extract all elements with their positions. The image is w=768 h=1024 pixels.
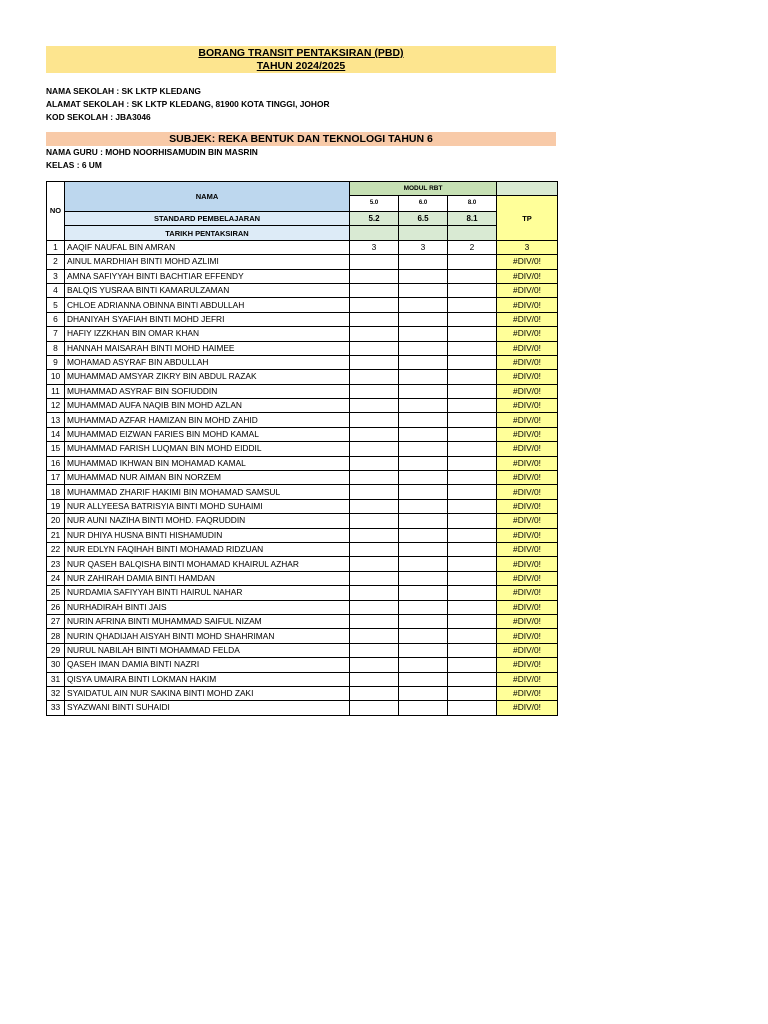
standard-2: 6.5	[399, 212, 448, 226]
tp-value: #DIV/0!	[497, 283, 558, 297]
score-5-2[interactable]	[350, 312, 399, 326]
tp-value: #DIV/0!	[497, 341, 558, 355]
tp-value: #DIV/0!	[497, 255, 558, 269]
score-6-5[interactable]: 3	[399, 240, 448, 254]
student-no: 2	[47, 255, 65, 269]
table-row	[47, 355, 558, 369]
modul-sub-2: 6.0	[399, 196, 448, 212]
student-no: 31	[47, 672, 65, 686]
student-name: QASEH IMAN DAMIA BINTI NAZRI	[65, 658, 350, 672]
tp-value: #DIV/0!	[497, 557, 558, 571]
score-8-1[interactable]	[448, 658, 497, 672]
table-row	[47, 399, 558, 413]
student-name: BALQIS YUSRAA BINTI KAMARULZAMAN	[65, 283, 350, 297]
student-name: MUHAMMAD ASYRAF BIN SOFIUDDIN	[65, 384, 350, 398]
tp-value: #DIV/0!	[497, 427, 558, 441]
tp-value: #DIV/0!	[497, 370, 558, 384]
student-no: 24	[47, 571, 65, 585]
header-modul: MODUL RBT	[350, 182, 497, 196]
student-no: 29	[47, 643, 65, 657]
student-no: 9	[47, 355, 65, 369]
score-8-1[interactable]	[448, 629, 497, 643]
form-title: BORANG TRANSIT PENTAKSIRAN (PBD)	[198, 47, 404, 59]
score-8-1[interactable]	[448, 485, 497, 499]
score-5-2[interactable]: 3	[350, 240, 399, 254]
student-name: MUHAMMAD AMSYAR ZIKRY BIN ABDUL RAZAK	[65, 370, 350, 384]
tarikh-1[interactable]	[350, 226, 399, 240]
tp-value: #DIV/0!	[497, 298, 558, 312]
tp-value: #DIV/0!	[497, 312, 558, 326]
student-name: HAFIY IZZKHAN BIN OMAR KHAN	[65, 327, 350, 341]
score-6-5[interactable]	[399, 384, 448, 398]
table-row	[47, 499, 558, 513]
table-row	[47, 485, 558, 499]
student-name: AINUL MARDHIAH BINTI MOHD AZLIMI	[65, 255, 350, 269]
form-year: TAHUN 2024/2025	[256, 59, 346, 72]
score-8-1[interactable]	[448, 499, 497, 513]
score-8-1[interactable]	[448, 514, 497, 528]
score-6-5[interactable]	[399, 528, 448, 542]
student-name: NUR EDLYN FAQIHAH BINTI MOHAMAD RIDZUAN	[65, 542, 350, 556]
score-8-1[interactable]	[448, 355, 497, 369]
score-8-1[interactable]	[448, 327, 497, 341]
score-8-1[interactable]	[448, 600, 497, 614]
student-name: NUR ALLYEESA BATRISYIA BINTI MOHD SUHAIMI	[65, 499, 350, 513]
score-5-2[interactable]	[350, 370, 399, 384]
table-row	[47, 600, 558, 614]
score-8-1[interactable]	[448, 298, 497, 312]
score-5-2[interactable]	[350, 643, 399, 657]
student-no: 8	[47, 341, 65, 355]
score-8-1[interactable]	[448, 686, 497, 700]
score-6-5[interactable]	[399, 658, 448, 672]
tp-value: #DIV/0!	[497, 471, 558, 485]
score-6-5[interactable]	[399, 586, 448, 600]
score-5-2[interactable]	[350, 327, 399, 341]
score-8-1[interactable]	[448, 542, 497, 556]
score-5-2[interactable]	[350, 298, 399, 312]
student-name: MUHAMMAD FARISH LUQMAN BIN MOHD EIDDIL	[65, 442, 350, 456]
score-8-1[interactable]	[448, 384, 497, 398]
student-no: 6	[47, 312, 65, 326]
score-6-5[interactable]	[399, 255, 448, 269]
student-name: DHANIYAH SYAFIAH BINTI MOHD JEFRI	[65, 312, 350, 326]
tp-value: #DIV/0!	[497, 269, 558, 283]
score-6-5[interactable]	[399, 571, 448, 585]
teacher-name: NAMA GURU : MOHD NOORHISAMUDIN BIN MASRIN	[46, 147, 258, 157]
score-8-1[interactable]	[448, 672, 497, 686]
table-row	[47, 370, 558, 384]
student-name: MUHAMMAD IKHWAN BIN MOHAMAD KAMAL	[65, 456, 350, 470]
assessment-table	[46, 181, 558, 716]
school-info	[46, 85, 556, 124]
table-row	[47, 629, 558, 643]
student-name: QISYA UMAIRA BINTI LOKMAN HAKIM	[65, 672, 350, 686]
student-name: NURHADIRAH BINTI JAIS	[65, 600, 350, 614]
table-row	[47, 672, 558, 686]
student-name: NURUL NABILAH BINTI MOHAMMAD FELDA	[65, 643, 350, 657]
student-no: 13	[47, 413, 65, 427]
table-row	[47, 413, 558, 427]
student-name: NURIN QHADIJAH AISYAH BINTI MOHD SHAHRIMAN	[65, 629, 350, 643]
header-standard: STANDARD PEMBELAJARAN	[65, 212, 350, 226]
student-no: 10	[47, 370, 65, 384]
modul-sub-3: 8.0	[448, 196, 497, 212]
score-5-2[interactable]	[350, 629, 399, 643]
score-8-1[interactable]	[448, 399, 497, 413]
score-5-2[interactable]	[350, 485, 399, 499]
table-row	[47, 384, 558, 398]
student-no: 19	[47, 499, 65, 513]
score-8-1[interactable]	[448, 269, 497, 283]
tp-value: #DIV/0!	[497, 528, 558, 542]
score-8-1[interactable]	[448, 370, 497, 384]
score-6-5[interactable]	[399, 298, 448, 312]
score-5-2[interactable]	[350, 427, 399, 441]
tp-value: #DIV/0!	[497, 571, 558, 585]
school-code: KOD SEKOLAH : JBA3046	[46, 112, 151, 122]
student-no: 33	[47, 701, 65, 715]
form-title-band	[46, 46, 556, 73]
score-6-5[interactable]	[399, 686, 448, 700]
score-5-2[interactable]	[350, 471, 399, 485]
table-row	[47, 571, 558, 585]
score-5-2[interactable]	[350, 672, 399, 686]
student-no: 1	[47, 240, 65, 254]
score-5-2[interactable]	[350, 542, 399, 556]
score-5-2[interactable]	[350, 557, 399, 571]
student-no: 14	[47, 427, 65, 441]
tarikh-2[interactable]	[399, 226, 448, 240]
score-6-5[interactable]	[399, 701, 448, 715]
score-5-2[interactable]	[350, 514, 399, 528]
standard-3: 8.1	[448, 212, 497, 226]
score-6-5[interactable]	[399, 672, 448, 686]
tp-value: #DIV/0!	[497, 701, 558, 715]
score-6-5[interactable]	[399, 456, 448, 470]
tp-value: #DIV/0!	[497, 672, 558, 686]
tp-value: #DIV/0!	[497, 614, 558, 628]
score-8-1[interactable]	[448, 456, 497, 470]
score-8-1[interactable]	[448, 312, 497, 326]
student-name: NURIN AFRINA BINTI MUHAMMAD SAIFUL NIZAM	[65, 614, 350, 628]
header-tarikh: TARIKH PENTAKSIRAN	[65, 226, 350, 240]
score-6-5[interactable]	[399, 629, 448, 643]
score-6-5[interactable]	[399, 471, 448, 485]
score-5-2[interactable]	[350, 341, 399, 355]
student-no: 32	[47, 686, 65, 700]
tp-value: #DIV/0!	[497, 686, 558, 700]
score-5-2[interactable]	[350, 255, 399, 269]
header-no: NO	[47, 182, 65, 241]
student-no: 30	[47, 658, 65, 672]
score-6-5[interactable]	[399, 341, 448, 355]
tp-value: 3	[497, 240, 558, 254]
tp-value: #DIV/0!	[497, 456, 558, 470]
table-row	[47, 514, 558, 528]
table-row	[47, 658, 558, 672]
student-no: 15	[47, 442, 65, 456]
tarikh-3[interactable]	[448, 226, 497, 240]
table-row	[47, 686, 558, 700]
student-name: NUR DHIYA HUSNA BINTI HISHAMUDIN	[65, 528, 350, 542]
score-5-2[interactable]	[350, 269, 399, 283]
score-5-2[interactable]	[350, 413, 399, 427]
score-6-5[interactable]	[399, 269, 448, 283]
student-no: 25	[47, 586, 65, 600]
table-row	[47, 427, 558, 441]
score-5-2[interactable]	[350, 499, 399, 513]
score-8-1[interactable]: 2	[448, 240, 497, 254]
table-row	[47, 701, 558, 715]
tp-value: #DIV/0!	[497, 600, 558, 614]
student-no: 16	[47, 456, 65, 470]
tp-value: #DIV/0!	[497, 658, 558, 672]
modul-sub-1: 5.0	[350, 196, 399, 212]
tp-value: #DIV/0!	[497, 413, 558, 427]
score-5-2[interactable]	[350, 355, 399, 369]
student-name: SYAZWANI BINTI SUHAIDI	[65, 701, 350, 715]
score-8-1[interactable]	[448, 471, 497, 485]
score-5-2[interactable]	[350, 571, 399, 585]
table-row	[47, 557, 558, 571]
score-5-2[interactable]	[350, 701, 399, 715]
school-name: NAMA SEKOLAH : SK LKTP KLEDANG	[46, 86, 201, 96]
table-row	[47, 312, 558, 326]
table-row	[47, 327, 558, 341]
table-row	[47, 542, 558, 556]
score-6-5[interactable]	[399, 312, 448, 326]
table-row	[47, 614, 558, 628]
score-8-1[interactable]	[448, 341, 497, 355]
tp-value: #DIV/0!	[497, 327, 558, 341]
student-no: 18	[47, 485, 65, 499]
tp-value: #DIV/0!	[497, 643, 558, 657]
table-row	[47, 255, 558, 269]
score-8-1[interactable]	[448, 427, 497, 441]
school-address: ALAMAT SEKOLAH : SK LKTP KLEDANG, 81900 KOTA TINGGI, JOHOR	[46, 99, 330, 109]
table-row	[47, 240, 558, 254]
score-6-5[interactable]	[399, 643, 448, 657]
student-name: AMNA SAFIYYAH BINTI BACHTIAR EFFENDY	[65, 269, 350, 283]
score-6-5[interactable]	[399, 600, 448, 614]
student-name: MUHAMMAD AUFA NAQIB BIN MOHD AZLAN	[65, 399, 350, 413]
student-no: 21	[47, 528, 65, 542]
student-name: MUHAMMAD AZFAR HAMIZAN BIN MOHD ZAHID	[65, 413, 350, 427]
score-6-5[interactable]	[399, 514, 448, 528]
score-8-1[interactable]	[448, 643, 497, 657]
student-name: SYAIDATUL AIN NUR SAKINA BINTI MOHD ZAKI	[65, 686, 350, 700]
table-row	[47, 341, 558, 355]
score-8-1[interactable]	[448, 283, 497, 297]
student-no: 7	[47, 327, 65, 341]
score-6-5[interactable]	[399, 399, 448, 413]
student-name: NUR AUNI NAZIHA BINTI MOHD. FAQRUDDIN	[65, 514, 350, 528]
student-no: 22	[47, 542, 65, 556]
score-5-2[interactable]	[350, 586, 399, 600]
table-row	[47, 269, 558, 283]
tp-value: #DIV/0!	[497, 442, 558, 456]
score-8-1[interactable]	[448, 255, 497, 269]
student-no: 12	[47, 399, 65, 413]
score-6-5[interactable]	[399, 442, 448, 456]
student-no: 23	[47, 557, 65, 571]
student-no: 20	[47, 514, 65, 528]
score-5-2[interactable]	[350, 442, 399, 456]
table-row	[47, 298, 558, 312]
student-name: AAQIF NAUFAL BIN AMRAN	[65, 240, 350, 254]
score-8-1[interactable]	[448, 528, 497, 542]
table-row	[47, 442, 558, 456]
student-name: MUHAMMAD ZHARIF HAKIMI BIN MOHAMAD SAMSUL	[65, 485, 350, 499]
score-6-5[interactable]	[399, 370, 448, 384]
transit-form	[46, 46, 556, 716]
score-5-2[interactable]	[350, 614, 399, 628]
student-no: 27	[47, 614, 65, 628]
score-8-1[interactable]	[448, 557, 497, 571]
student-no: 26	[47, 600, 65, 614]
header-tp-top	[497, 182, 558, 196]
score-5-2[interactable]	[350, 399, 399, 413]
score-5-2[interactable]	[350, 283, 399, 297]
score-5-2[interactable]	[350, 384, 399, 398]
tp-value: #DIV/0!	[497, 384, 558, 398]
table-row	[47, 471, 558, 485]
student-no: 28	[47, 629, 65, 643]
student-name: MUHAMMAD NUR AIMAN BIN NORZEM	[65, 471, 350, 485]
tp-value: #DIV/0!	[497, 586, 558, 600]
score-6-5[interactable]	[399, 427, 448, 441]
score-5-2[interactable]	[350, 600, 399, 614]
score-6-5[interactable]	[399, 485, 448, 499]
tp-value: #DIV/0!	[497, 514, 558, 528]
subject-title: SUBJEK: REKA BENTUK DAN TEKNOLOGI TAHUN 6	[46, 132, 556, 146]
table-row	[47, 283, 558, 297]
header-nama: NAMA	[65, 182, 350, 212]
score-8-1[interactable]	[448, 442, 497, 456]
student-no: 5	[47, 298, 65, 312]
score-6-5[interactable]	[399, 327, 448, 341]
score-6-5[interactable]	[399, 542, 448, 556]
student-no: 11	[47, 384, 65, 398]
score-8-1[interactable]	[448, 701, 497, 715]
table-row	[47, 586, 558, 600]
table-row	[47, 528, 558, 542]
teacher-info	[46, 146, 556, 172]
score-8-1[interactable]	[448, 586, 497, 600]
tp-value: #DIV/0!	[497, 355, 558, 369]
score-6-5[interactable]	[399, 614, 448, 628]
student-name: MOHAMAD ASYRAF BIN ABDULLAH	[65, 355, 350, 369]
score-5-2[interactable]	[350, 658, 399, 672]
score-6-5[interactable]	[399, 355, 448, 369]
score-8-1[interactable]	[448, 413, 497, 427]
student-name: NURDAMIA SAFIYYAH BINTI HAIRUL NAHAR	[65, 586, 350, 600]
student-no: 17	[47, 471, 65, 485]
student-no: 3	[47, 269, 65, 283]
tp-value: #DIV/0!	[497, 629, 558, 643]
score-5-2[interactable]	[350, 528, 399, 542]
score-6-5[interactable]	[399, 283, 448, 297]
tp-value: #DIV/0!	[497, 542, 558, 556]
class-name: KELAS : 6 UM	[46, 160, 102, 170]
student-name: CHLOE ADRIANNA OBINNA BINTI ABDULLAH	[65, 298, 350, 312]
table-row	[47, 456, 558, 470]
score-6-5[interactable]	[399, 413, 448, 427]
score-5-2[interactable]	[350, 456, 399, 470]
tp-value: #DIV/0!	[497, 399, 558, 413]
student-name: NUR QASEH BALQISHA BINTI MOHAMAD KHAIRUL AZHAR	[65, 557, 350, 571]
table-row	[47, 643, 558, 657]
tp-value: #DIV/0!	[497, 485, 558, 499]
student-name: HANNAH MAISARAH BINTI MOHD HAIMEE	[65, 341, 350, 355]
student-name: NUR ZAHIRAH DAMIA BINTI HAMDAN	[65, 571, 350, 585]
student-no: 4	[47, 283, 65, 297]
score-8-1[interactable]	[448, 614, 497, 628]
score-8-1[interactable]	[448, 571, 497, 585]
header-tp: TP	[497, 196, 558, 240]
score-6-5[interactable]	[399, 557, 448, 571]
score-6-5[interactable]	[399, 499, 448, 513]
tp-value: #DIV/0!	[497, 499, 558, 513]
score-5-2[interactable]	[350, 686, 399, 700]
standard-1: 5.2	[350, 212, 399, 226]
student-name: MUHAMMAD EIZWAN FARIES BIN MOHD KAMAL	[65, 427, 350, 441]
